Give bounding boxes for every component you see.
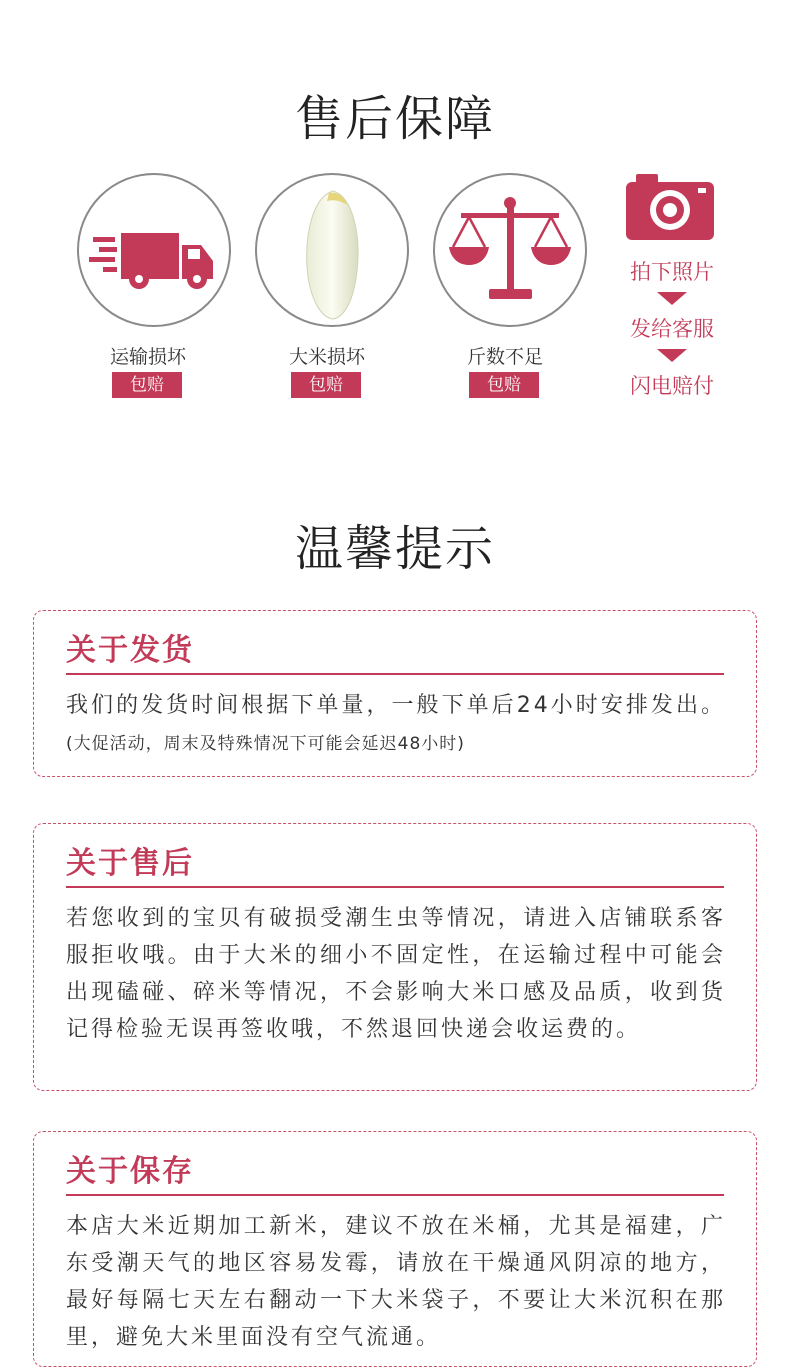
caption-rice-damage: 大米损坏 <box>288 346 365 368</box>
card-body <box>66 687 726 763</box>
card-heading: 关于售后 <box>66 846 194 881</box>
truck-icon <box>79 175 229 325</box>
tip-card-shipping <box>33 610 757 777</box>
card-note: (大促活动，周末及特殊情况下可能会延迟48小时) <box>66 734 465 754</box>
tip-card-aftersales <box>33 823 757 1091</box>
card-divider <box>66 673 724 675</box>
rice-circle <box>255 173 409 327</box>
rice-grain-icon <box>257 175 407 325</box>
badge-compensate: 包赔 <box>112 372 182 398</box>
badge-compensate: 包赔 <box>291 372 361 398</box>
camera-icon <box>626 174 716 242</box>
caption-transport-damage: 运输损坏 <box>109 346 186 368</box>
tips-title: 温馨提示 <box>294 521 495 577</box>
card-divider <box>66 886 724 888</box>
truck-circle <box>77 173 231 327</box>
step-fast-payout: 闪电赔付 <box>630 374 714 398</box>
caption-weight-short: 斤数不足 <box>466 346 543 368</box>
card-body: 若您收到的宝贝有破损受潮生虫等情况，请进入店铺联系客服拒收哦。由于大米的细小不固定性，在运输过程中可能会出现磕碰、碎米等情况，不会影响大米口感及品质，收到货记得检验无误再签收哦，不然退回快递会收运费的。 <box>66 906 726 1042</box>
process-steps <box>612 258 732 400</box>
arrow-down-icon <box>657 349 687 362</box>
step-send-to-service: 发给客服 <box>630 317 714 341</box>
scale-circle <box>433 173 587 327</box>
card-text: 我们的发货时间根据下单量，一般下单后24小时安排发出。 <box>66 693 726 718</box>
aftersales-title: 售后保障 <box>294 91 495 147</box>
card-body: 本店大米近期加工新米，建议不放在米桶，尤其是福建，广东受潮天气的地区容易发霉，请放在干燥通风阴凉的地方，最好每隔七天左右翻动一下大米袋子，不要让大米沉积在那里，避免大米里面没有空气流通。 <box>66 1214 726 1350</box>
card-heading: 关于保存 <box>66 1154 194 1189</box>
tip-card-storage <box>33 1131 757 1367</box>
arrow-down-icon <box>657 292 687 305</box>
card-heading: 关于发货 <box>66 633 194 668</box>
card-divider <box>66 1194 724 1196</box>
step-take-photo: 拍下照片 <box>630 260 714 284</box>
scale-icon <box>435 175 585 325</box>
badge-compensate: 包赔 <box>469 372 539 398</box>
